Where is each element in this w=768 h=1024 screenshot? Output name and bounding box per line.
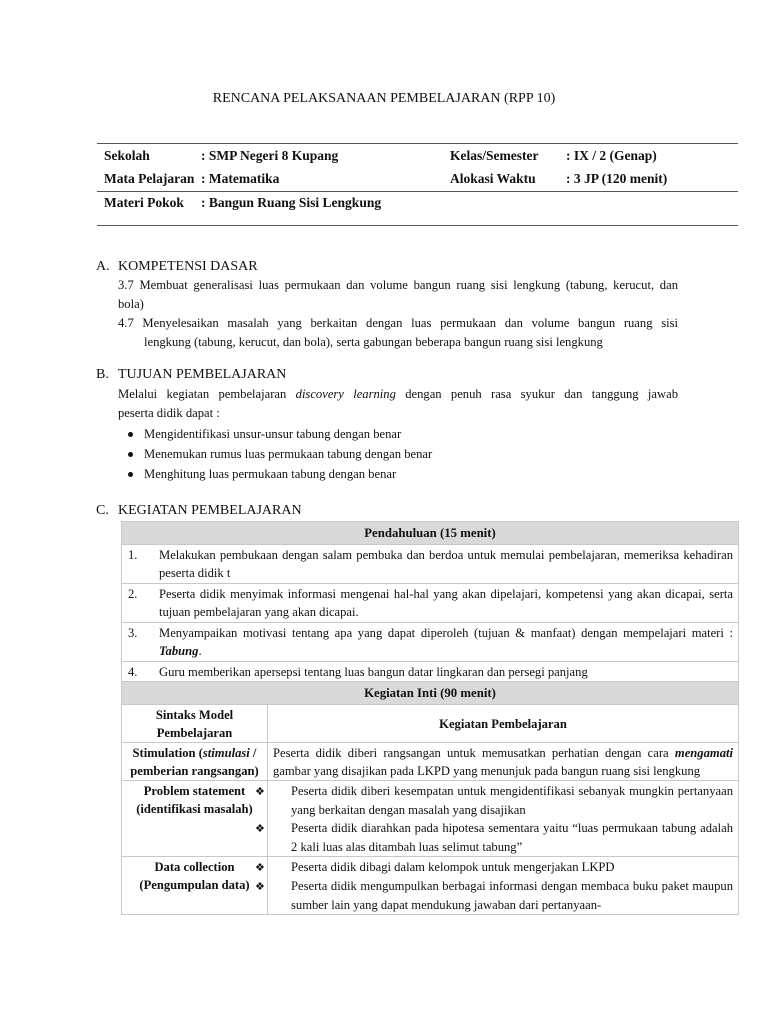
section-a-heading (96, 259, 258, 275)
mapel-value: : Matematika (201, 171, 280, 186)
pendahuluan-item-1-inner (122, 545, 738, 583)
table-row (122, 743, 739, 781)
item-number: 4. (128, 665, 138, 679)
item-text (154, 623, 738, 661)
col-kegiatan-header: Kegiatan Pembelajaran (268, 705, 739, 743)
diamond-bullet-icon: ❖ (255, 823, 265, 835)
kd-4-7-line1: 4.7 Menyelesaikan masalah yang berkaitan dengan luas permukaan dan volume bangun ruang sisi (118, 316, 678, 330)
bullet-dot-icon (128, 452, 133, 457)
item-text-b: . (198, 644, 202, 658)
table-row (122, 522, 739, 545)
stage-line1: Data collection (154, 860, 235, 874)
stimulation-activity (268, 743, 739, 781)
pendahuluan-item-2 (122, 584, 739, 623)
section-c-letter: C. (96, 503, 109, 518)
activity-text-a: Peserta didik diberi rangsangan untuk memusatkan perhatian dengan cara (273, 746, 675, 760)
item-text: Peserta didik menyimak informasi mengenai hal-hal yang akan dipelajari, kompetensi yang akan dicapai, serta tujuan pembelajaran yang akan dicapai. (159, 587, 733, 619)
kd-3-7-line1: 3.7 Membuat generalisasi luas permukaan dan volume bangun ruang sisi lengkung (tabung, kerucut, dan (118, 278, 678, 292)
tujuan-intro-a: Melalui kegiatan pembelajaran (118, 387, 296, 401)
kegiatan-table (121, 521, 739, 915)
bullet-dot-icon (128, 472, 133, 477)
data-collection-stage (122, 857, 268, 915)
kelas-value: : IX / 2 (Genap) (566, 148, 657, 163)
section-c-title: KEGIATAN PEMBELAJARAN (118, 503, 302, 518)
item-number: 3. (128, 626, 138, 640)
bullet-dot-icon (128, 432, 133, 437)
sekolah-label: Sekolah (104, 148, 150, 163)
pendahuluan-header: Pendahuluan (15 menit) (122, 522, 739, 545)
pendahuluan-item-4 (122, 662, 739, 682)
stage-text-a: Stimulation ( (132, 746, 203, 760)
section-a-title: KOMPETENSI DASAR (118, 259, 258, 274)
tujuan-intro-italic: discovery learning (295, 387, 396, 401)
info-bottom-rule (97, 225, 738, 226)
pendahuluan-item-4-inner (122, 662, 738, 681)
list-item (255, 819, 733, 856)
activity-text-italic: mengamati (674, 746, 733, 760)
list-item (118, 444, 432, 464)
table-row (122, 705, 739, 743)
stage-line2: (Pengumpulan data) (139, 878, 250, 892)
col-sintaks-line1: Sintaks Model (155, 708, 234, 722)
item-text-bold: Tabung (159, 644, 199, 658)
tujuan-intro-line1 (118, 385, 678, 404)
table-row (122, 682, 739, 705)
problem-activity (255, 781, 739, 857)
inti-header: Kegiatan Inti (90 menit) (122, 682, 739, 705)
pendahuluan-item-2-inner (122, 584, 738, 622)
list-item (118, 424, 432, 444)
diamond-bullet-icon: ❖ (255, 786, 265, 798)
table-row (122, 662, 739, 682)
list-item (118, 464, 432, 484)
table-row (122, 623, 739, 662)
alokasi-label: Alokasi Waktu (450, 171, 536, 186)
document-title: RENCANA PELAKSANAAN PEMBELAJARAN (RPP 10) (212, 91, 556, 106)
pendahuluan-item-3-inner (122, 623, 738, 661)
stage-text-b: / pemberian rangsangan) (130, 746, 259, 778)
sekolah-value: : SMP Negeri 8 Kupang (201, 148, 339, 163)
data-collection-activity (255, 857, 739, 915)
section-b-title: TUJUAN PEMBELAJARAN (118, 367, 287, 382)
table-row (122, 545, 739, 584)
section-b-heading (96, 367, 286, 383)
diamond-bullet-icon: ❖ (255, 881, 265, 893)
list-item (255, 782, 733, 819)
pendahuluan-item-3 (122, 623, 739, 662)
item-text: Melakukan pembukaan dengan salam pembuka dan berdoa untuk memulai pembelajaran, memeriksa kehadiran peserta didik t (159, 548, 733, 580)
section-c-heading (96, 503, 302, 519)
section-a-letter: A. (96, 259, 110, 274)
section-b-letter: B. (96, 367, 109, 382)
item-text-a: Menyampaikan motivasi tentang apa yang dapat diperoleh (tujuan & manfaat) dengan mempelajari materi : (159, 626, 733, 640)
info-top-rule (97, 143, 738, 144)
mapel-label: Mata Pelajaran (104, 171, 195, 186)
materi-label: Materi Pokok (104, 195, 184, 210)
list-item-text: Menemukan rumus luas permukaan tabung dengan benar (144, 447, 433, 461)
col-sintaks-header (122, 705, 268, 743)
list-item-text: Menghitung luas permukaan tabung dengan benar (144, 467, 397, 481)
stimulation-stage (122, 743, 268, 781)
tujuan-intro-line2: peserta didik dapat : (118, 406, 220, 420)
stage-text-italic: stimulasi (202, 746, 250, 760)
kelas-label: Kelas/Semester (450, 148, 539, 163)
item-number: 1. (128, 548, 138, 562)
list-item-text: Peserta didik mengumpulkan berbagai informasi dengan membaca buku paket maupun sumber lain yang dapat mendukung jawaban dari pertanyaan- (291, 879, 733, 912)
activity-text-b: gambar yang disajikan pada LKPD yang menunjuk pada bangun ruang sisi lengkung (273, 764, 701, 778)
table-row (122, 584, 739, 623)
list-item (255, 877, 733, 914)
item-number: 2. (128, 587, 138, 601)
list-item (255, 858, 733, 877)
tujuan-list (118, 424, 432, 484)
item-text: Guru memberikan apersepsi tentang luas bangun datar lingkaran dan persegi panjang (159, 665, 588, 679)
alokasi-value: : 3 JP (120 menit) (566, 171, 668, 186)
stage-line2: (identifikasi masalah) (136, 802, 253, 816)
col-sintaks-line2: Pembelajaran (156, 726, 233, 740)
list-item-text: Peserta didik diarahkan pada hipotesa sementara yaitu “luas permukaan tabung adalah 2 kali luas alas ditambah luas selimut tabung” (291, 821, 733, 854)
problem-stage (122, 781, 268, 857)
diamond-bullet-icon: ❖ (255, 862, 265, 874)
kd-4-7-line2: lengkung (tabung, kerucut, dan bola), serta gabungan beberapa bangun ruang sisi lengkung (144, 335, 603, 349)
pendahuluan-item-1 (122, 545, 739, 584)
list-item-text: Mengidentifikasi unsur-unsur tabung dengan benar (144, 427, 402, 441)
info-mid-rule (97, 191, 738, 192)
list-item-text: Peserta didik dibagi dalam kelompok untuk mengerjakan LKPD (291, 860, 615, 874)
table-row (122, 781, 739, 857)
kd-3-7-line2: bola) (118, 297, 144, 311)
tujuan-intro-b: dengan penuh rasa syukur dan tanggung jawab (395, 387, 679, 401)
list-item-text: Peserta didik diberi kesempatan untuk mengidentifikasi sebanyak mungkin pertanyaan yang berkaitan dengan masalah yang disajikan (291, 784, 733, 817)
stage-line1: Problem statement (143, 784, 246, 798)
table-row (122, 857, 739, 915)
materi-value: : Bangun Ruang Sisi Lengkung (201, 195, 382, 210)
